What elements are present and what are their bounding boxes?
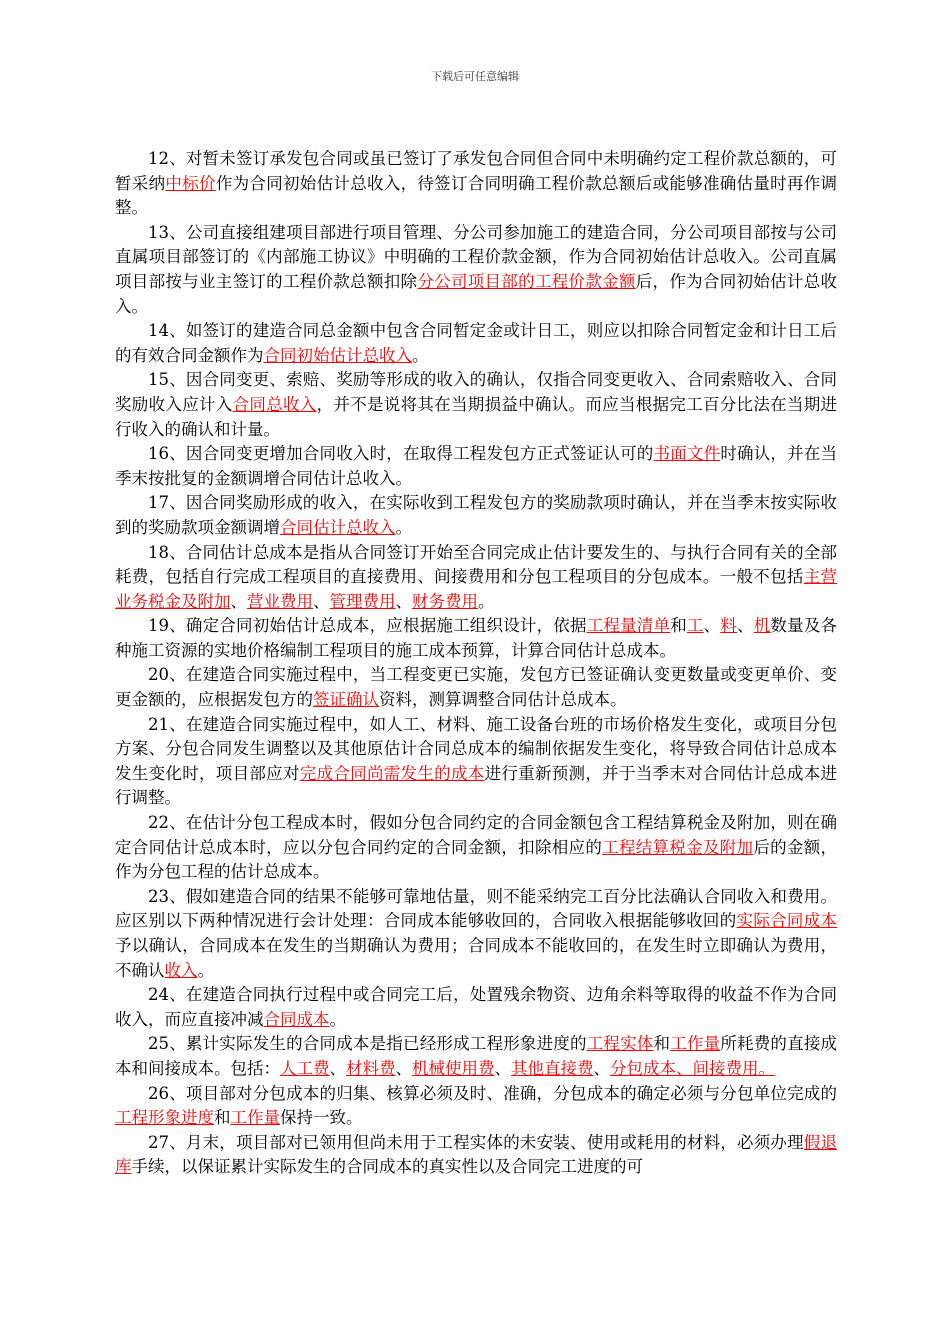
paragraph-text: 21、在建造合同实施过程中，如人工、材料、施工设备台班的市场价格发生变化，或项目分包方案、分包合同发生调整以及其他原估计合同总成本的编制依据发生变化，将导致合同估计总成本发生变化时，项目部应对 — [115, 714, 837, 783]
paragraph-text: 、 — [703, 616, 721, 636]
paragraph — [115, 442, 837, 491]
paragraph — [115, 1131, 837, 1180]
highlighted-term: 材料费 — [346, 1058, 396, 1078]
highlighted-term: 管理费用 — [329, 591, 396, 611]
paragraph-text: 数量及各种施工资源的实地价格编制工程项目的施工成本预算，计算合同估计总成本。 — [115, 616, 838, 660]
paragraph-text: 所耗费的直接成本和间接成本。包括： — [115, 1034, 838, 1078]
highlighted-term: 营业费用 — [247, 591, 313, 611]
paragraph — [115, 713, 837, 811]
paragraph-text: 、 — [395, 1058, 412, 1078]
paragraph — [115, 541, 837, 615]
highlighted-term: 工程结算税金及附加 — [602, 837, 754, 857]
paragraph-text: 19、确定合同初始估计总成本，应根据施工组织设计，依据 — [148, 616, 587, 636]
paragraph — [115, 368, 837, 442]
paragraph — [115, 663, 837, 712]
paragraph-text: 后的金额，作为分包工程的估计总成本。 — [115, 837, 838, 882]
page-header: 下载后可任意编辑 — [431, 70, 519, 83]
paragraph-text: 和 — [670, 616, 687, 636]
highlighted-term: 书面文件 — [653, 444, 721, 464]
highlighted-term: 工程量清单 — [586, 616, 671, 636]
paragraph-text: 12、对暂未签订承发包合同或虽已签订了承发包合同但合同中未明确约定工程价款总额的，可暂采纳 — [115, 149, 837, 193]
paragraph — [115, 885, 837, 983]
paragraph-text: 。 — [412, 345, 429, 365]
paragraph-text: 。 — [329, 1009, 346, 1029]
highlighted-term: 工 — [686, 616, 704, 636]
paragraph-text: 。 — [395, 517, 412, 537]
paragraph — [115, 1082, 837, 1131]
paragraph-text: 18、合同估计总成本是指从合同签订开始至合同完成止估计要发生的、与执行合同有关的全部耗费，包括自行完成工程项目的直接费用、间接费用和分包工程项目的分包成本。一般不包括 — [115, 542, 837, 587]
paragraph-text: 、 — [593, 1058, 610, 1078]
paragraph-text: 26、项目部对分包成本的归集、核算必须及时、准确，分包成本的确定必须与分包单位完成的 — [148, 1083, 837, 1103]
paragraph-text: 手续，以保证累计实际发生的合同成本的真实性以及合同完工进度的可 — [131, 1157, 643, 1177]
paragraph-text: 、 — [329, 1058, 346, 1078]
paragraph-text: 资料，测算调整合同估计总成本。 — [379, 690, 627, 710]
paragraph-text: 24、在建造合同执行过程中或合同完工后，处置残余物资、边角余料等取得的收益不作为合同收入，而应直接冲减 — [115, 985, 837, 1029]
highlighted-term: 合同成本 — [263, 1009, 330, 1029]
paragraph-text: 23、假如建造合同的结果不能够可靠地估量，则不能采纳完工百分比法确认合同收入和费用。应区别以下两种情况进行会计处理：合同成本能够收回的，合同收入根据能够收回的 — [115, 886, 837, 931]
highlighted-term: 工程形象进度 — [115, 1108, 214, 1128]
highlighted-term: 分包成本、间接费用。 — [610, 1058, 775, 1078]
paragraph-text: 、 — [230, 591, 247, 611]
highlighted-term: 合同估计总收入 — [280, 517, 396, 537]
paragraph-text: 20、在建造合同实施过程中，当工程变更已实施，发包方已签证确认变更数量或变更单价、变更金额的，应根据发包方的 — [115, 665, 837, 710]
paragraph — [115, 811, 837, 885]
highlighted-term: 完成合同尚需发生的成本 — [299, 763, 485, 783]
paragraph-text: 和 — [214, 1108, 231, 1128]
paragraph-text: 进行重新预测，并于当季末对合同估计总成本进行调整。 — [115, 763, 838, 808]
paragraph-text: ，并不是说将其在当期损益中确认。而应当根据完工百分比法在当期进行收入的确认和计量。 — [115, 394, 838, 439]
highlighted-term: 实际合同成本 — [736, 911, 838, 931]
highlighted-term: 财务费用 — [412, 591, 478, 611]
paragraph-text: 予以确认，合同成本在发生的当期确认为费用；合同成本不能收回的，在发生时立即确认为费用，不确认 — [115, 936, 837, 980]
paragraph — [115, 1032, 837, 1081]
paragraph — [115, 147, 837, 221]
paragraph-text: 25、累计实际发生的合同成本是指已经形成工程形象进度的 — [148, 1034, 587, 1054]
paragraph-text: 。 — [478, 591, 495, 611]
paragraph — [115, 614, 837, 663]
paragraph-text: 后，作为合同初始估计总收入。 — [115, 271, 838, 316]
highlighted-term: 假退库 — [115, 1132, 837, 1177]
highlighted-term: 签证确认 — [313, 690, 379, 710]
paragraph-text: 22、在估计分包工程成本时，假如分包合同约定的合同金额包含工程结算税金及附加，则在确定合同估计总成本时，应以分包合同约定的合同金额，扣除相应的 — [115, 813, 837, 857]
paragraph — [115, 491, 837, 540]
highlighted-term: 合同总收入 — [232, 394, 317, 414]
paragraph-text: 17、因合同奖励形成的收入，在实际收到工程发包方的奖励款项时确认，并在当季末按实际收到的奖励款项金额调增 — [115, 493, 837, 537]
paragraph — [115, 319, 837, 368]
paragraph — [115, 983, 837, 1032]
document-body — [115, 147, 837, 1180]
paragraph-text: 16、因合同变更增加合同收入时，在取得工程发包方正式签证认可的 — [148, 444, 654, 464]
paragraph-text: 13、公司直接组建项目部进行项目管理、分公司参加施工的建造合同，分公司项目部按与公司直属项目部签订的《内部施工协议》中明确的工程价款金额，作为合同初始估计总收入。公司直属项目部按与业主签订的工程价款总额扣除 — [115, 222, 837, 291]
paragraph-text: 、 — [494, 1058, 511, 1078]
highlighted-term: 机械使用费 — [412, 1058, 495, 1078]
highlighted-term: 中标价 — [165, 173, 216, 193]
paragraph-text: 14、如签订的建造合同总金额中包含合同暂定金或计日工，则应以扣除合同暂定金和计日工后的有效合同金额作为 — [115, 321, 837, 365]
highlighted-term: 收入 — [164, 960, 198, 980]
paragraph-text: 保持一致。 — [280, 1108, 363, 1128]
paragraph-text: 、 — [313, 591, 330, 611]
highlighted-term: 人工费 — [280, 1058, 330, 1078]
paragraph-text: 、 — [395, 591, 412, 611]
paragraph — [115, 221, 837, 319]
paragraph-text: 和 — [653, 1034, 671, 1054]
highlighted-term: 料 — [720, 616, 738, 636]
highlighted-term: 机 — [753, 616, 771, 636]
paragraph-text: 27、月末，项目部对已领用但尚未用于工程实体的未安装、使用或耗用的材料，必须办理 — [148, 1132, 804, 1152]
paragraph-text: 、 — [737, 616, 754, 636]
paragraph-text: 作为合同初始估计总收入，待签订合同明确工程价款总额后或能够准确估量时再作调整。 — [115, 173, 838, 218]
paragraph-text: 15、因合同变更、索赔、奖励等形成的收入的确认，仅指合同变更收入、合同索赔收入、合同奖励收入应计入 — [115, 370, 837, 414]
highlighted-term: 工程实体 — [586, 1034, 654, 1054]
highlighted-term: 合同初始估计总收入 — [263, 345, 412, 365]
highlighted-term: 工作量 — [230, 1108, 280, 1128]
highlighted-term: 工作量 — [670, 1034, 721, 1054]
paragraph-text: 。 — [197, 960, 214, 980]
highlighted-term: 其他直接费 — [511, 1058, 594, 1078]
paragraph-text: 时确认，并在当季末按批复的金额调增合同估计总收入。 — [115, 444, 838, 488]
highlighted-term: 主营业务税金及附加 — [115, 567, 838, 611]
highlighted-term: 分公司项目部的工程价款金额 — [417, 271, 636, 291]
